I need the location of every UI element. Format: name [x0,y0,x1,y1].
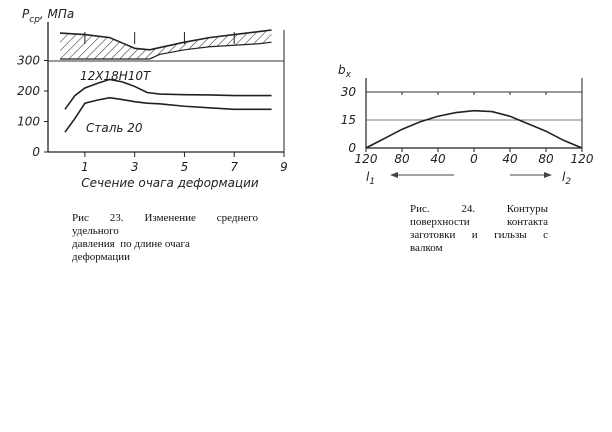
chart2-contour-line [366,111,582,148]
caption-fig23-line4: деформации [72,251,131,263]
caption-word: 23. [109,212,124,224]
caption-word: поверхности [410,216,470,228]
chart2-label-l1: $l_1$ [366,170,376,187]
chart2-xtick-label: 40 [502,152,518,166]
series-label-12x18h10t: 12Х18Н10Т [80,69,151,83]
caption-fig24-line4: валком [410,242,443,254]
caption-fig24-line1 [410,203,548,216]
caption-fig24 [410,203,548,255]
caption-fig23-line1 [72,212,258,225]
chart2-ytick-label: 15 [340,113,356,127]
caption-word: и [471,229,478,241]
caption-word: среднего [216,212,258,224]
chart2-xtick-label: 120 [354,152,378,166]
chart2-ylabel: $b_x$ [338,63,351,80]
caption-word: контакта [506,216,548,228]
chart1-ytick-label: 200 [17,84,40,98]
arrow-left-head [390,172,398,178]
chart1-ylabel: $P_{ср}$, МПа [22,7,75,25]
chart2-xtick-label: 80 [538,152,554,166]
chart-pressure [17,7,288,190]
chart1-xtick-label: 3 [130,160,139,174]
caption-word: с [543,229,548,241]
chart1-xtick-label: 5 [180,160,189,174]
caption-fig23-line3: давления по длине очага [72,238,190,250]
chart2-label-l2: $l_2$ [562,170,572,187]
chart2-xtick-label: 40 [430,152,446,166]
chart1-xlabel: Сечение очага деформации [81,176,259,190]
arrow-right-head [544,172,552,178]
chart1-xtick-label: 1 [81,160,89,174]
chart2-xtick-label: 0 [470,152,478,166]
caption-word: Контуры [506,203,548,215]
chart2-xtick-label: 120 [570,152,594,166]
caption-fig24-line3 [410,229,548,242]
caption-word: Рис. [410,203,430,215]
caption-word: 24. [461,203,476,215]
chart2-xtick-label: 80 [394,152,410,166]
caption-word: заготовки [410,229,456,241]
chart1-ytick-label: 100 [17,114,40,129]
chart1-xtick-label: 7 [230,160,239,174]
chart1-ytick-label: 0 [32,145,40,159]
chart1-xtick-label: 9 [280,160,288,174]
chart-contour [338,63,594,187]
caption-fig24-line2 [410,216,548,229]
chart2-ytick-label: 0 [348,141,356,155]
chart1-ytick-label: 300 [17,53,40,68]
caption-word: Изменение [144,212,196,224]
caption-word: Рис [72,212,89,224]
caption-fig23 [72,212,258,264]
series-label-stal20: Сталь 20 [86,121,143,135]
chart2-ytick-label: 30 [340,85,356,99]
caption-word: гильзы [494,229,527,241]
caption-fig23-line2: удельного [72,225,119,237]
